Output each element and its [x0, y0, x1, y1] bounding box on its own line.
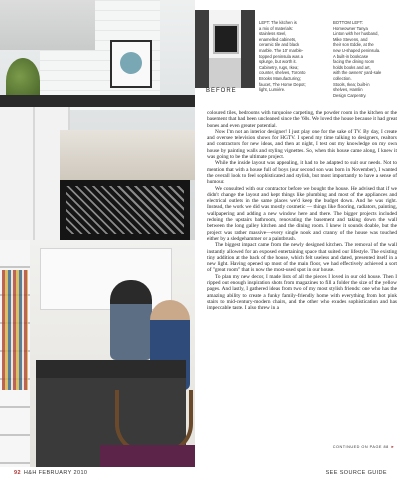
continued-label: CONTINUED ON PAGE 88 — [332, 445, 389, 449]
caption-left: LEFT: The kitchen is a mix of materials: stainless steel, enamelled cabinets, ceramic tile and black marble. The 10' marble- topped peninsula was a splurge, but worth it. Cabinetry, rugs, Ikea; counter, shelves, Toronto Brooks Manufacturing; faucet, The Home Depot; light, Lumière. — [259, 20, 306, 93]
body-paragraph: coloured tiles, bedrooms with turquoise carpeting, the powder room in the kitchen or the basement that had been uncleaned since the '60s. We loved the house because it had great bones and even greater potential. — [207, 110, 397, 129]
books — [2, 270, 28, 390]
body-paragraph: While the inside layout was appealing, it had to be adapted to suit our needs. Not to mention that with a house full of boys (our second son was born in November), I wanted the overall look to feel sophisticated and stylish, but most importantly to have a sense of humour. — [207, 160, 397, 186]
before-photo — [195, 10, 255, 98]
body-paragraph: Now I'm not an interior designer! I just play one for the sake of TV. By day, I create and oversee television shows for HGTV. I spend my time talking to designers, realtors and contractors for new ideas, and then at night, I test out my knowledge on my own house by painting walls and styling vignettes. So, when this house came along, I knew it was going to be the ultimate project. — [207, 128, 397, 161]
open-shelving — [0, 0, 95, 50]
kitchen-photo — [0, 0, 195, 240]
issue-label: H&H FEBRUARY 2010 — [23, 470, 88, 476]
article-body — [207, 110, 397, 312]
purple-rug — [100, 445, 195, 467]
patterned-rug — [60, 180, 190, 240]
see-source-guide: SEE SOURCE GUIDE — [325, 470, 387, 476]
folio — [14, 470, 87, 476]
window — [40, 248, 172, 310]
before-label: BEFORE — [206, 88, 237, 94]
page-footer — [0, 467, 401, 480]
caption-right: BOTTOM LEFT: Homeowner Tanya Linton with her husband, Mike Stevens, and their son Eddie, at the new U-shaped peninsula. A built-in bookcase facing the dining room holds books and art, with the owners' yard-sale collection. Stools, Ikea; built-in shelves, Hamlin Design Carpentry. — [333, 20, 382, 98]
body-paragraph: We consulted with our contractor before we bought the house. He advised that if we didn't change the layout and kept things like plumbing and most of the appliances and electrical outlets in the same places we'd keep the budget down. And he was right. Instead, the work we did was mostly cosmetic — things like flooring, radiators, painting, wallpapering and adding a new window here and there. The bigger projects included redoing the upstairs bathroom, renovating the basement and taking down the wall between the long galley kitchen and the dining room. I knew it sounds doable, but the project was rather massive—every single nook and cranny of the house was touched either by a sledgehammer or a paintbrush. — [207, 185, 397, 242]
black-marble-counter — [0, 95, 195, 107]
page-number: 92 — [14, 470, 21, 476]
body-paragraph: The biggest impact came from the newly designed kitchen. The removal of the wall instantly allowed for an exposed entertaining space that suited our lifestyle. The existing tiny addition at the back of the house, which felt useless and dated, presented itself in a new light. Having opened up most of the main floor, we had effectively achieved a sort of "great room" that is now the most-used spot in our house. — [207, 242, 397, 274]
body-paragraph: To plan my new decor, I made lists of all the pieces I loved in our old house. Then I ripped out enough inspiration shots from magazines to fill a folder the size of the yellow pages. And lastly, I gathered ideas from two of my most stylish friends: one who has the amazing ability to create a funky family-friendly home with everything from hot pink stairs to mid-century-modern chairs, and the other who exudes sophistication and has impeccable taste. I also threw in a — [207, 273, 397, 312]
continued-note — [333, 445, 395, 449]
arrow-right-icon: ► — [390, 445, 395, 449]
peninsula-counter — [36, 360, 186, 378]
kitchen-floor — [60, 130, 195, 180]
family-photo — [0, 240, 195, 467]
person-standing — [110, 280, 152, 360]
framed-art — [110, 40, 152, 88]
before-photo-image — [195, 10, 255, 88]
